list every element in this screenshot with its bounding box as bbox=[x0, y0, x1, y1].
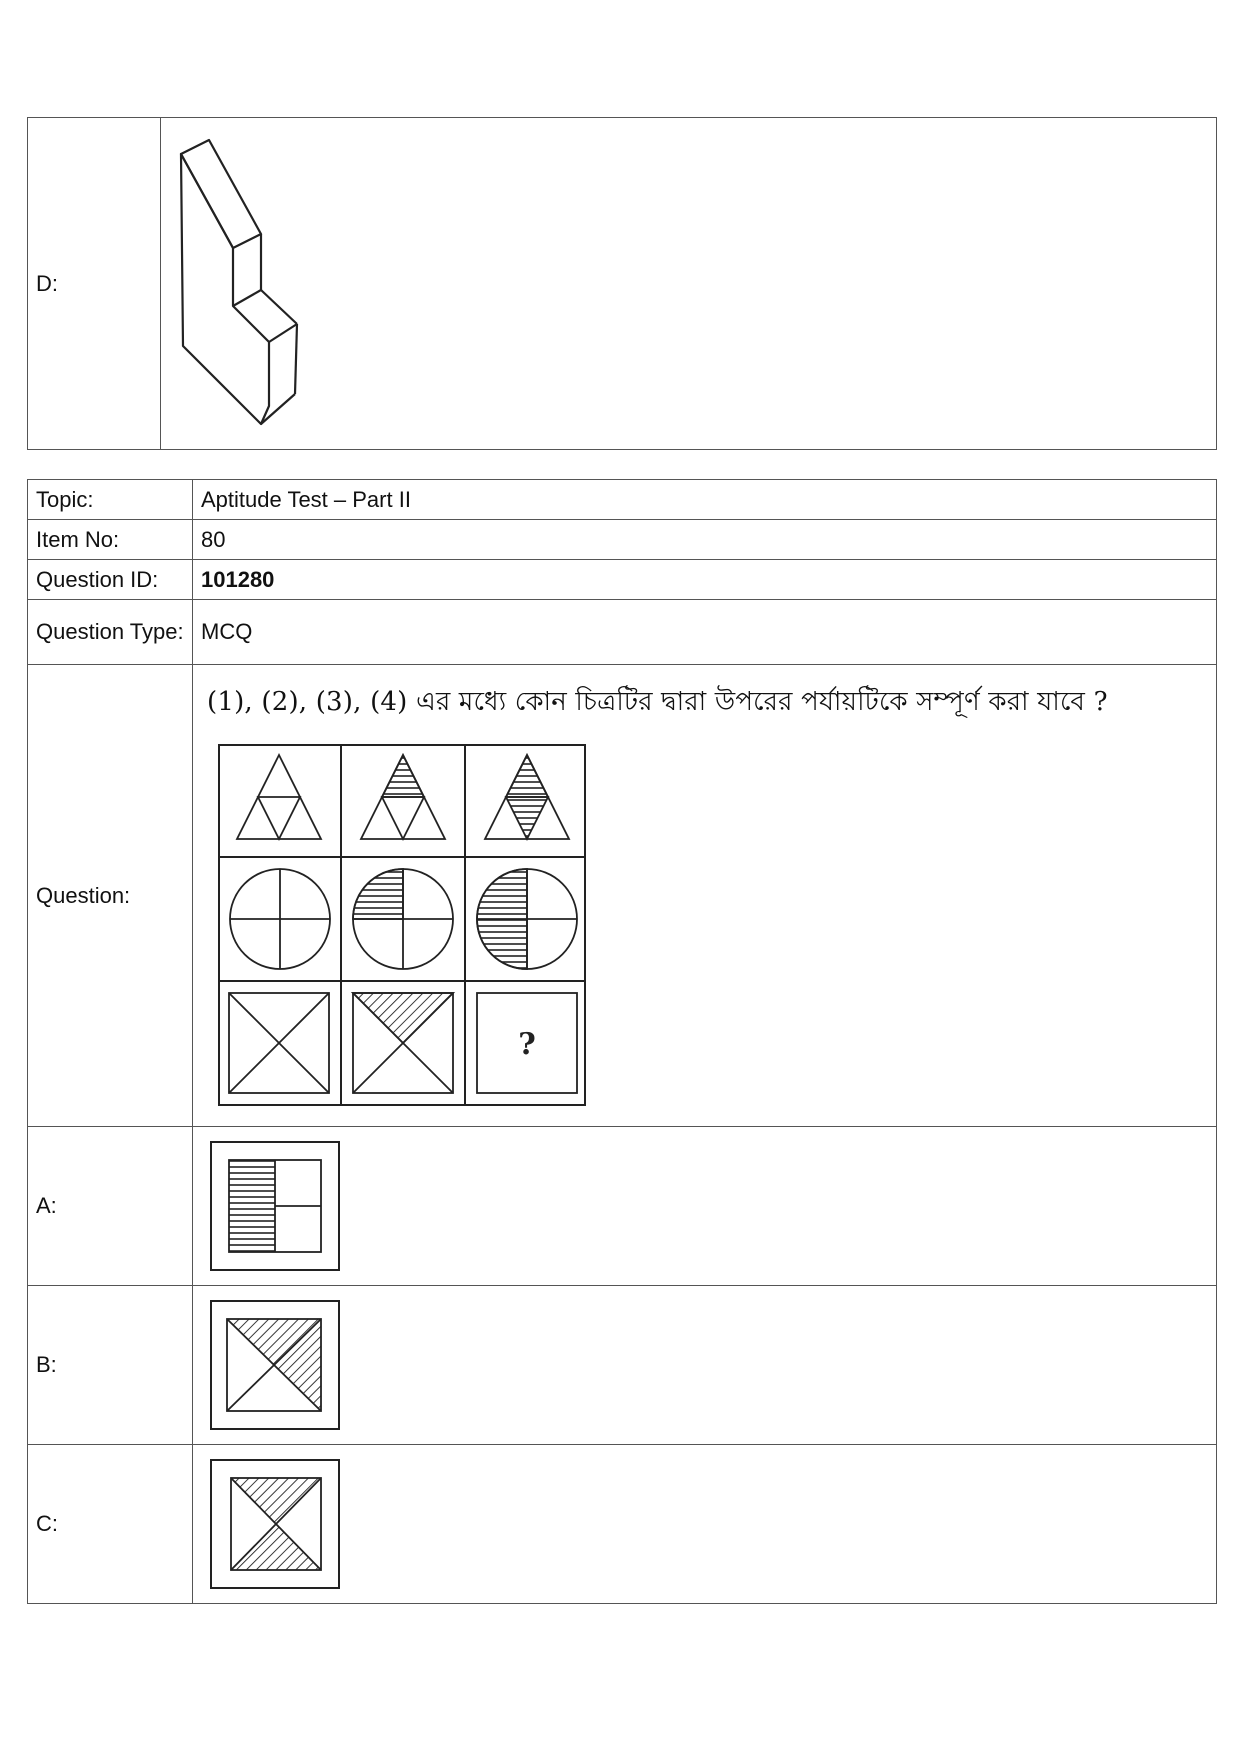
question-type-value: MCQ bbox=[193, 600, 1217, 665]
missing-figure-cell bbox=[477, 993, 577, 1093]
option-a-label: A: bbox=[28, 1127, 193, 1286]
square-x-top-right-hatched-icon bbox=[209, 1299, 341, 1431]
question-id-value: 101280 bbox=[193, 560, 1217, 600]
item-no-value: 80 bbox=[193, 520, 1217, 560]
square-x-empty-icon bbox=[229, 993, 329, 1093]
question-mark: ? bbox=[518, 1026, 536, 1062]
triangle-top-hatched-icon bbox=[361, 755, 445, 839]
option-c-label: C: bbox=[28, 1445, 193, 1604]
option-d-table bbox=[27, 117, 1217, 450]
question-body bbox=[193, 665, 1217, 1127]
option-b-figure-cell bbox=[193, 1286, 1217, 1445]
option-c-figure-cell bbox=[193, 1445, 1217, 1604]
question-meta-table bbox=[27, 479, 1217, 1604]
option-d-figure-cell bbox=[161, 118, 1217, 450]
circle-empty-icon bbox=[230, 869, 330, 969]
triangle-empty-icon bbox=[237, 755, 321, 839]
figure-matrix bbox=[217, 743, 587, 1107]
question-label: Question: bbox=[28, 665, 193, 1127]
circle-quarter-hatched-icon bbox=[353, 869, 453, 969]
square-x-top-hatched-icon bbox=[353, 993, 453, 1093]
square-x-top-bottom-hatched-icon bbox=[209, 1458, 341, 1590]
option-d-label: D: bbox=[28, 118, 161, 450]
square-left-half-hatched-icon bbox=[209, 1140, 341, 1272]
option-a-figure-cell bbox=[193, 1127, 1217, 1286]
item-no-label: Item No: bbox=[28, 520, 193, 560]
triangle-center-hatched-icon bbox=[485, 755, 569, 839]
option-b-label: B: bbox=[28, 1286, 193, 1445]
circle-half-hatched-icon bbox=[477, 869, 577, 969]
question-text: (1), (2), (3), (4) এর মধ্যে কোন চিত্রটির দ্বারা উপরের পর্যায়টিকে সম্পূর্ণ করা যাবে ? bbox=[207, 686, 1108, 717]
topic-label: Topic: bbox=[28, 480, 193, 520]
step-block-3d-icon bbox=[169, 124, 329, 444]
question-type-label: Question Type: bbox=[28, 600, 193, 665]
topic-value: Aptitude Test – Part II bbox=[193, 480, 1217, 520]
question-id-label: Question ID: bbox=[28, 560, 193, 600]
